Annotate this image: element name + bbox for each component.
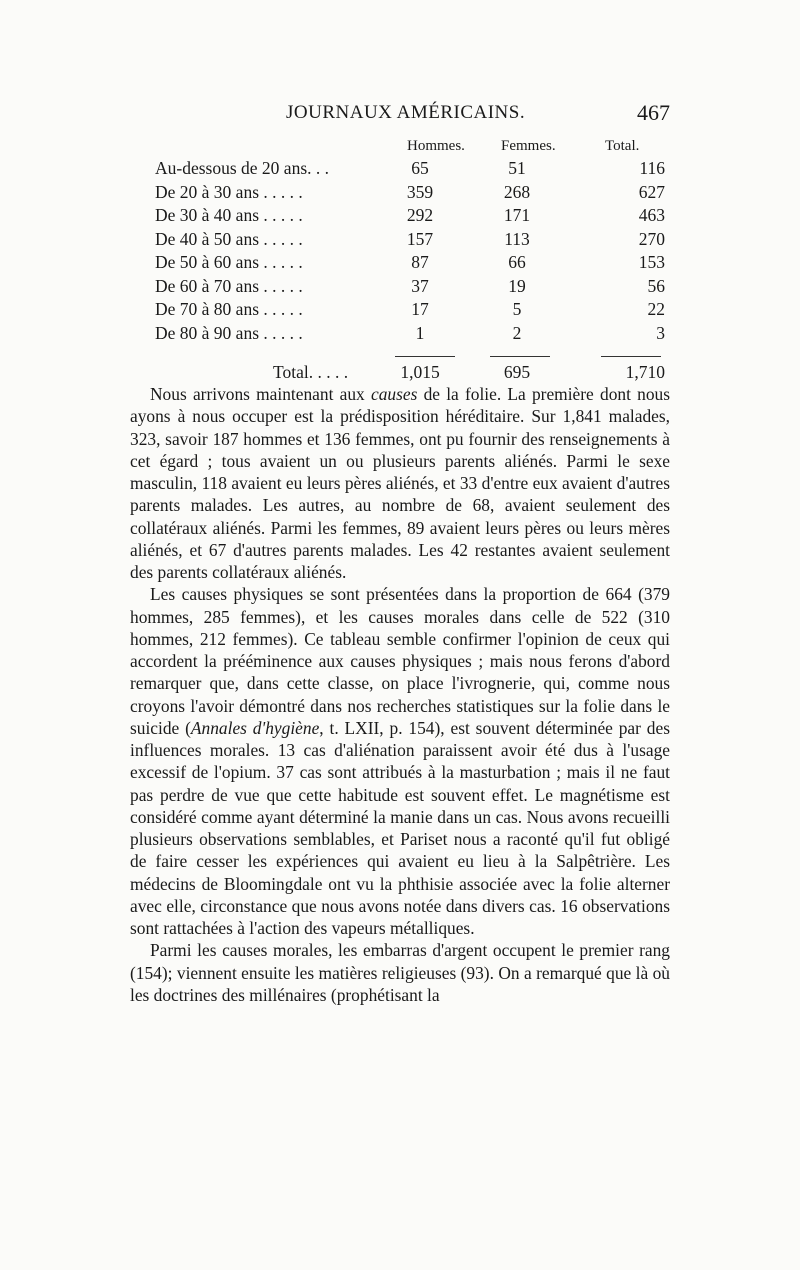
cell-femmes: 268 (503, 181, 531, 202)
age-statistics-table (155, 138, 665, 386)
sum-rules (155, 346, 665, 362)
cell-total: 627 (638, 181, 665, 202)
table-header-row (155, 138, 665, 158)
cell-hommes: 17 (411, 299, 429, 319)
running-title: JOURNAUX AMÉRICAINS. (286, 102, 526, 123)
row-label: De 40 à 50 ans . . . . . (155, 228, 303, 249)
paragraph-moral-causes (130, 939, 670, 1006)
cell-hommes: 292 (406, 205, 434, 225)
total-total: 1,710 (625, 362, 665, 382)
cell-total: 3 (656, 322, 665, 343)
column-header-femmes: Femmes. (501, 138, 556, 154)
cell-femmes: 2 (512, 322, 522, 343)
body-text (130, 383, 670, 1006)
sum-rule-hommes (395, 356, 455, 357)
table-row (155, 182, 665, 206)
p3-text-a: Parmi les causes morales, les embarras d'argent occupent le premier rang (154); viennent ensuite les matières religieuses (93). On a remarqué que là où les doctrines des millénaires (prophétisant la (130, 940, 670, 1005)
p2-text-c: , t. LXII, p. 154), est souvent déterminée par des influences morales. 13 cas d'aliénation paraissent avoir été dus à l'usage excessif de l'opium. 37 cas sont attribués à la masturbation ; mais il ne faut pas perdre de vue que cette habitude est souvent effet. Le magnétisme est considéré comme ayant déterminé la manie dans un cas. Nous avons recueilli plusieurs observations semblables, et Pariset nous a raconté qu'il fut obligé de faire cesser les expériences qui avaient eu lieu à la Salpêtrière. Les médecins de Bloomingdale ont vu la phthisie associée avec la folie alterner avec elle, circonstance que nous avons notée dans divers cas. 16 observations sont rattachées à l'action des vapeurs métalliques. (130, 717, 670, 938)
row-label: De 70 à 80 ans . . . . . (155, 299, 303, 319)
cell-femmes: 51 (508, 158, 526, 178)
cell-femmes: 66 (508, 252, 526, 272)
sum-rule-total (601, 356, 661, 357)
column-header-hommes: Hommes. (407, 138, 465, 154)
cell-femmes: 171 (503, 205, 531, 225)
table-row (155, 276, 665, 300)
cell-total: 270 (638, 228, 665, 249)
row-label: De 30 à 40 ans . . . . . (155, 205, 303, 225)
row-label: De 50 à 60 ans . . . . . (155, 252, 303, 272)
total-femmes: 695 (503, 362, 531, 382)
cell-total: 153 (638, 252, 665, 272)
p1-emphasis-causes: causes (370, 384, 418, 404)
cell-total: 463 (638, 205, 665, 225)
paragraph-physical-causes (130, 583, 670, 939)
table-row (155, 252, 665, 276)
row-label: De 60 à 70 ans . . . . . (155, 275, 303, 296)
p1-text-a: Nous arrivons maintenant aux (150, 384, 371, 404)
column-header-total: Total. (605, 138, 640, 154)
cell-femmes: 5 (512, 299, 522, 319)
page-number: 467 (637, 100, 670, 125)
cell-hommes: 37 (411, 275, 429, 296)
table-total-row (155, 362, 665, 386)
sum-rule-femmes (490, 356, 550, 357)
cell-hommes: 87 (411, 252, 429, 272)
row-label: De 20 à 30 ans . . . . . (155, 181, 303, 202)
row-label: Au-dessous de 20 ans. . . (155, 158, 330, 178)
p2-text-a: Les causes physiques se sont présentées dans la proportion de 664 (379 hommes, 285 femmes), et les causes morales dans celle de 522 (310 hommes, 212 femmes). Ce tableau semble confirmer l'opinion de ceux qui accordent la prééminence aux causes physiques ; mais nous ferons d'abord remarquer que, dans cette classe, on place l'ivrognerie, qui, comme nous croyons l'avoir démontré dans nos recherches statistiques sur la folie dans le suicide ( (130, 584, 670, 738)
cell-hommes: 1 (415, 322, 425, 343)
p2-citation-annales: Annales d'hygiène (190, 717, 320, 738)
cell-total: 22 (647, 299, 665, 319)
total-label: Total. . . . . (273, 362, 349, 382)
paragraph-hereditary (130, 383, 670, 583)
table-row (155, 299, 665, 323)
cell-hommes: 359 (406, 181, 434, 202)
cell-total: 116 (639, 158, 665, 178)
cell-femmes: 113 (504, 228, 530, 249)
row-label: De 80 à 90 ans . . . . . (155, 322, 303, 343)
p1-text-c: de la folie. La première dont nous ayons à nous occuper est la prédisposition héréditaire. Sur 1,841 malades, 323, savoir 187 hommes et 136 femmes, ont pu fournir des renseignements à cet égard ; tous avaient un ou plusieurs parents aliénés. Parmi le sexe masculin, 118 avaient eu leurs pères aliénés, et 33 d'entre eux avaient d'autres parents malades. Les autres, au nombre de 68, avaient seulement des collatéraux aliénés. Parmi les femmes, 89 avaient leurs pères ou leurs mères aliénés, et 67 d'autres parents malades. Les 42 restantes avaient seulement des parents collatéraux aliénés. (130, 384, 670, 582)
total-hommes: 1,015 (400, 362, 440, 382)
table-row (155, 205, 665, 229)
table-row (155, 158, 665, 182)
table-row (155, 323, 665, 347)
running-head (130, 102, 670, 132)
cell-femmes: 19 (508, 275, 526, 296)
table-row (155, 229, 665, 253)
cell-hommes: 157 (406, 228, 434, 249)
cell-total: 56 (647, 275, 665, 296)
cell-hommes: 65 (411, 158, 429, 178)
